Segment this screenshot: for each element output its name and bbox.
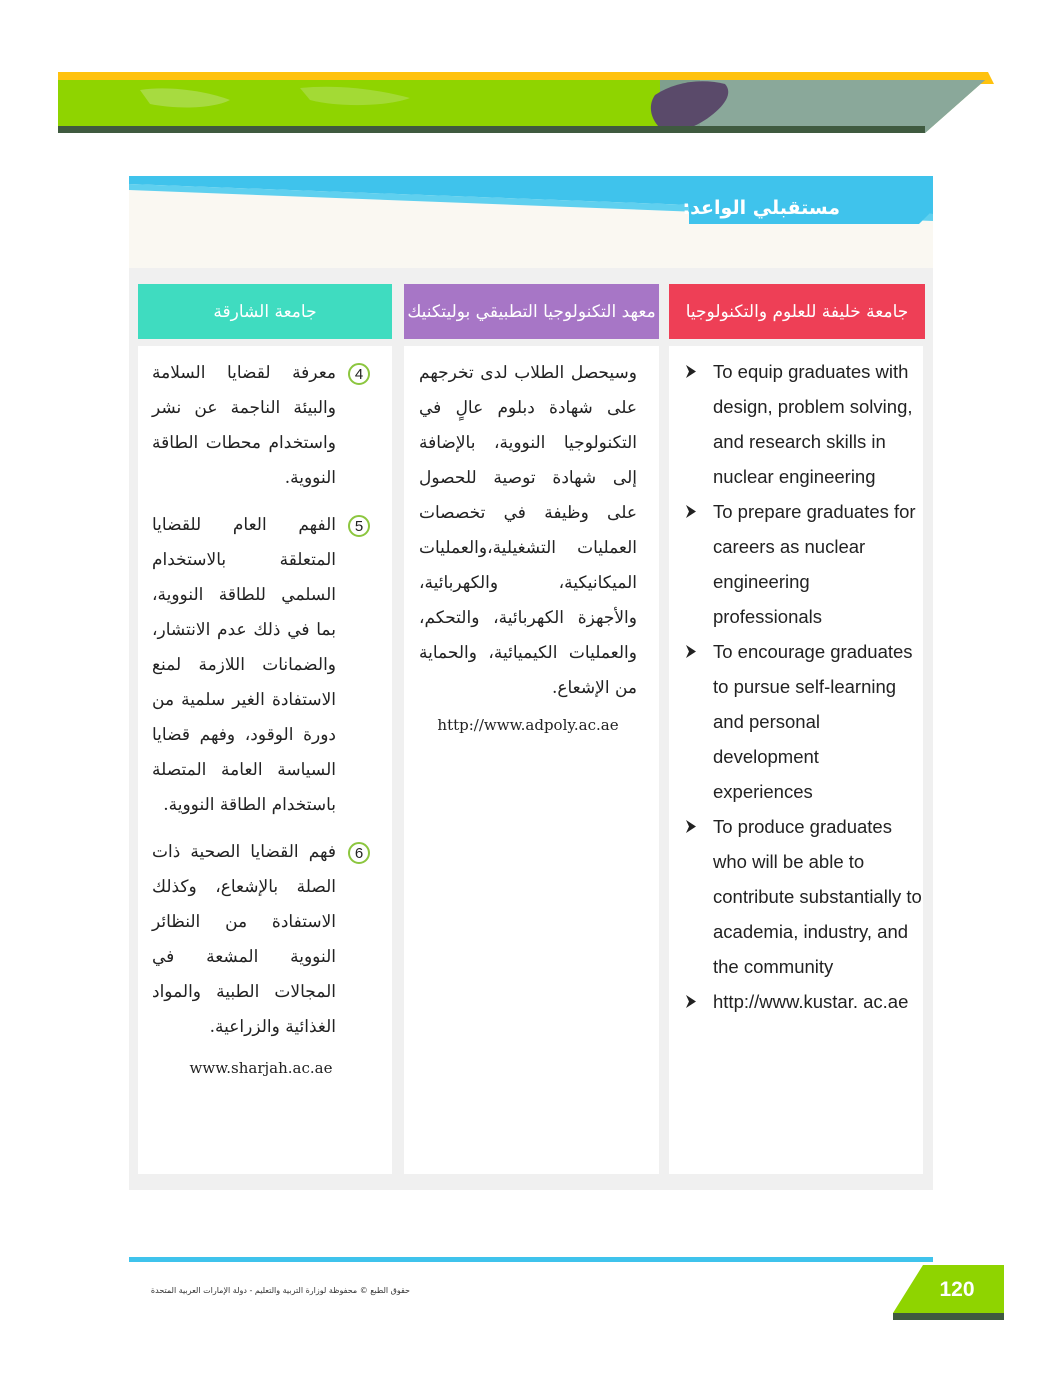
list-item: 5 الفهم العام للقضايا المتعلقة بالاستخدام السلمي للطاقة النووية، بما في ذلك عدم الانتشار، والضمانات اللازمة لمنع الاستفادة الغير سلمية من دورة الوقود، وفهم قضايا السياسة العامة المتصلة باستخدام الطاقة النووية.	[152, 508, 370, 823]
sharjah-body	[138, 346, 392, 1174]
footer-divider	[129, 1257, 933, 1262]
arrow-bullet-icon	[684, 634, 698, 669]
number-badge: 6	[348, 842, 370, 864]
khalifa-goals-list	[669, 354, 923, 1019]
adpoly-url[interactable]: http://www.adpoly.ac.ae	[437, 716, 619, 734]
adpoly-heading: معهد التكنولوجيا التطبيقي بوليتكنيك	[404, 284, 659, 339]
arrow-bullet-icon	[684, 354, 698, 389]
arrow-bullet-icon	[684, 494, 698, 529]
list-item: To prepare graduates for careers as nuclear engineering professionals	[669, 494, 923, 634]
top-banner	[0, 0, 1062, 150]
kustar-link-item[interactable]	[669, 984, 923, 1019]
kustar-url[interactable]: http://www.kustar. ac.ae	[713, 991, 909, 1012]
arrow-bullet-icon	[684, 809, 698, 844]
list-item: To produce graduates who will be able to contribute substantially to academia, industry, and the community	[669, 809, 923, 984]
khalifa-heading: جامعة خليفة للعلوم والتكنولوجيا	[669, 284, 925, 339]
list-item: To encourage graduates to pursue self-learning and personal development experiences	[669, 634, 923, 809]
number-badge: 4	[348, 363, 370, 385]
list-item: 4 معرفة لقضايا السلامة والبيئة الناجمة عن نشر واستخدام محطات الطاقة النووية.	[152, 356, 370, 496]
number-badge: 5	[348, 515, 370, 537]
page-number: 120	[939, 1278, 975, 1301]
section-title: مستقبلي الواعد:	[682, 197, 840, 219]
sharjah-heading: جامعة الشارقة	[138, 284, 392, 339]
arrow-bullet-icon	[684, 984, 698, 1019]
copyright-notice: حقوق الطبع © محفوظة لوزارة التربية والتعليم - دولة الإمارات العربية المتحدة	[150, 1286, 410, 1295]
sharjah-url[interactable]: www.sharjah.ac.ae	[189, 1059, 333, 1077]
content-panel	[129, 268, 933, 1190]
khalifa-body	[669, 346, 923, 1174]
list-item: 6 فهم القضايا الصحية ذات الصلة بالإشعاع، وكذلك الاستفادة من النظائر النووية المشعة في المجالات الطبية والمواد الغذائية والزراعية.	[152, 835, 370, 1045]
section-header-bar	[129, 176, 933, 274]
adpoly-paragraph: وسيحصل الطلاب لدى تخرجهم على شهادة دبلوم عالٍ في التكنولوجيا النووية، بالإضافة إلى شهادة توصية للحصول على وظيفة في تخصصات العمليات التشغيلية،والعمليات الميكانيكية، والكهربائية، والأجهزة الكهربائية، والتحكم، والعمليات الكيميائية، والحماية من الإشعاع.	[419, 363, 637, 698]
adpoly-body	[404, 346, 659, 1174]
list-item: To equip graduates with design, problem solving, and research skills in nuclear engineering	[669, 354, 923, 494]
